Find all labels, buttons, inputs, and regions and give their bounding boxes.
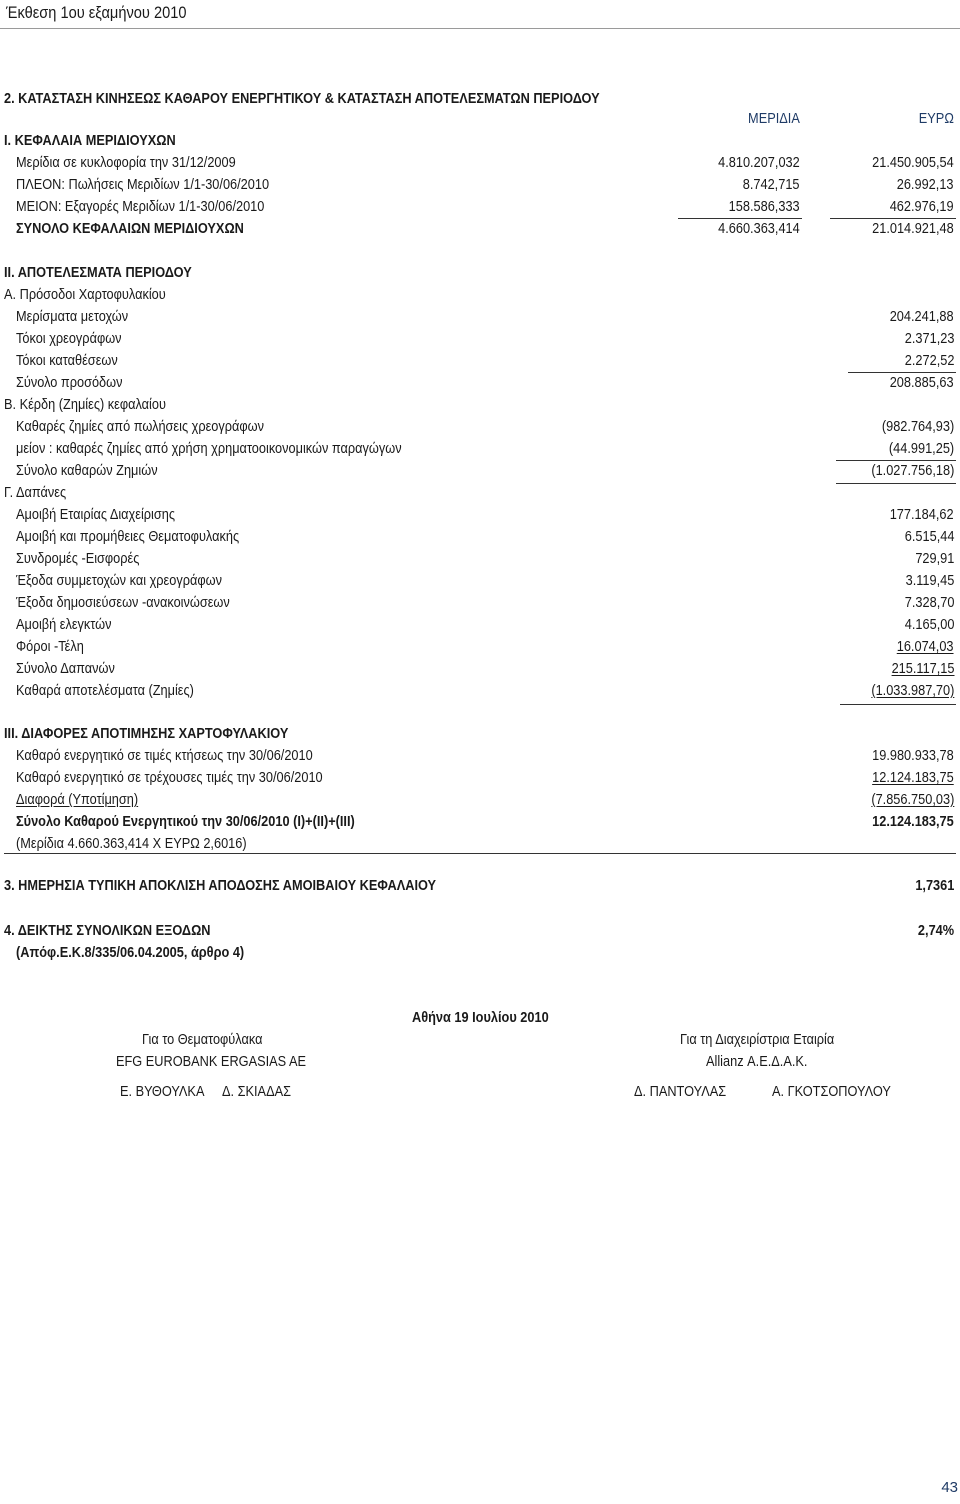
table-row	[0, 681, 960, 703]
section-2-title: 2. ΚΑΤΑΣΤΑΣΗ ΚΙΝΗΣΕΩΣ ΚΑΘΑΡΟΥ ΕΝΕΡΓΗΤΙΚΟΥ & ΚΑΤΑΣΤΑΣΗ ΑΠΟΤΕΛΕΣΜΑΤΩΝ ΠΕΡΙΟΔΟΥ	[4, 91, 600, 107]
section-4-note: (Απόφ.Ε.Κ.8/335/06.04.2005, άρθρο 4)	[16, 945, 245, 961]
table-row	[0, 153, 960, 175]
row-euro: 21.450.905,54	[872, 155, 954, 171]
section-4-title: 4. ΔΕΙΚΤΗΣ ΣΥΝΟΛΙΚΩΝ ΕΞΟΔΩΝ	[4, 923, 211, 939]
row-label: Αμοιβή Εταιρίας Διαχείρισης	[16, 507, 175, 523]
custodian-company: EFG EUROBANK ERGASIAS AE	[116, 1054, 307, 1070]
table-row	[0, 593, 960, 615]
expenses-subtitle: Γ. Δαπάνες	[4, 485, 67, 501]
row-label: μείον : καθαρές ζημίες από χρήση χρηματοοικονομικών παραγώγων	[16, 441, 402, 457]
page-number: 43	[941, 1479, 958, 1496]
column-headers-row	[0, 109, 960, 131]
table-row	[0, 812, 960, 834]
table-row	[0, 615, 960, 637]
manager-signatory-1: Δ. ΠΑΝΤΟΥΛΑΣ	[634, 1084, 727, 1100]
table-row	[0, 768, 960, 790]
table-row	[0, 637, 960, 659]
row-value: (1.033.987,70)	[870, 683, 954, 699]
document-header-title: Έκθεση 1ου εξαμήνου 2010	[6, 3, 187, 22]
row-label: ΣΥΝΟΛΟ ΚΕΦΑΛΑΙΩΝ ΜΕΡΙΔΙΟΥΧΩΝ	[16, 221, 244, 237]
row-label: Συνδρομές -Εισφορές	[16, 551, 140, 567]
section-2-heading-row	[0, 89, 960, 111]
subheading-row	[0, 483, 960, 505]
capital-heading-row	[0, 131, 960, 153]
custodian-signatory-1: Ε. ΒΥΘΟΥΛΚΑ	[120, 1084, 205, 1100]
row-value: 177.184,62	[890, 507, 954, 523]
section-3-value: 1,7361	[914, 878, 954, 894]
row-value: 215.117,15	[891, 661, 954, 677]
table-row	[0, 417, 960, 439]
row-label: Έξοδα συμμετοχών και χρεογράφων	[16, 573, 222, 589]
signature-date-row	[0, 1008, 960, 1030]
row-value: 3.119,45	[905, 573, 954, 589]
row-label: Μερίσματα μετοχών	[16, 309, 129, 325]
subheading-row	[0, 395, 960, 417]
row-value: 2.272,52	[904, 353, 954, 369]
row-value: (982.764,93)	[881, 419, 954, 435]
row-label: ΠΛΕΟΝ: Πωλήσεις Μεριδίων 1/1-30/06/2010	[16, 177, 270, 193]
column-header-units: ΜΕΡΙΔΙΑ	[748, 111, 800, 127]
manager-signatory-2: Α. ΓΚΟΤΣΟΠΟΥΛΟΥ	[772, 1084, 891, 1100]
valuation-heading-row	[0, 724, 960, 746]
row-value: 4.165,00	[904, 617, 954, 633]
signature-companies-row	[0, 1052, 960, 1074]
table-row	[0, 505, 960, 527]
row-label: Σύνολο Καθαρού Ενεργητικού την 30/06/2010 (Ι)+(ΙΙ)+(ΙΙΙ)	[16, 814, 355, 830]
table-row	[0, 307, 960, 329]
section-divider	[4, 853, 956, 854]
row-label: Σύνολο προσόδων	[16, 375, 123, 391]
table-row	[0, 351, 960, 373]
table-row	[0, 571, 960, 593]
table-row	[0, 549, 960, 571]
capital-gains-subtitle: Β. Κέρδη (Ζημίες) κεφαλαίου	[4, 397, 166, 413]
row-label: Σύνολο Δαπανών	[16, 661, 115, 677]
row-label: Φόροι -Τέλη	[16, 639, 84, 655]
row-value: 19.980.933,78	[872, 748, 954, 764]
row-euro: 26.992,13	[897, 177, 954, 193]
table-row	[0, 439, 960, 461]
table-row	[0, 373, 960, 395]
valuation-section-title: ΙΙΙ. ΔΙΑΦΟΡΕΣ ΑΠΟΤΙΜΗΣΗΣ ΧΑΡΤΟΦΥΛΑΚΙΟΥ	[4, 726, 289, 742]
row-value: 204.241,88	[890, 309, 954, 325]
row-value: (1.027.756,18)	[870, 463, 954, 479]
row-label: Καθαρό ενεργητικό σε τιμές κτήσεως την 30/06/2010	[16, 748, 313, 764]
section-4-row	[0, 921, 960, 943]
units-note: (Μερίδια 4.660.363,414 Χ ΕΥΡΩ 2,6016)	[16, 836, 247, 852]
row-label: Καθαρά αποτελέσματα (Ζημίες)	[16, 683, 194, 699]
row-label: Διαφορά (Υποτίμηση)	[16, 792, 139, 808]
income-subtitle: Α. Πρόσοδοι Χαρτοφυλακίου	[4, 287, 166, 303]
row-label: Έξοδα δημοσιεύσεων -ανακοινώσεων	[16, 595, 230, 611]
row-value: (44.991,25)	[888, 441, 954, 457]
row-label: Αμοιβή και προμήθειες Θεματοφυλακής	[16, 529, 240, 545]
table-row	[0, 175, 960, 197]
row-value: 2.371,23	[904, 331, 954, 347]
row-units: 4.660.363,414	[718, 221, 800, 237]
row-value: (7.856.750,03)	[870, 792, 954, 808]
capital-section-title: Ι. ΚΕΦΑΛΑΙΑ ΜΕΡΙΔΙΟΥΧΩΝ	[4, 133, 176, 149]
row-value: 7.328,70	[904, 595, 954, 611]
custodian-signatory-2: Δ. ΣΚΙΑΔΑΣ	[222, 1084, 291, 1100]
row-units: 4.810.207,032	[718, 155, 800, 171]
row-label: Τόκοι χρεογράφων	[16, 331, 122, 347]
row-label: Μερίδια σε κυκλοφορία την 31/12/2009	[16, 155, 236, 171]
row-value: 729,91	[914, 551, 954, 567]
subheading-row	[0, 285, 960, 307]
table-row	[0, 219, 960, 241]
manager-company: Allianz Α.Ε.Δ.Α.Κ.	[706, 1054, 808, 1070]
row-euro: 21.014.921,48	[872, 221, 954, 237]
row-value: 12.124.183,75	[872, 770, 954, 786]
row-label: Τόκοι καταθέσεων	[16, 353, 118, 369]
row-label: Καθαρό ενεργητικό σε τρέχουσες τιμές την 30/06/2010	[16, 770, 323, 786]
row-label: Καθαρές ζημίες από πωλήσεις χρεογράφων	[16, 419, 265, 435]
results-section-title: ΙΙ. ΑΠΟΤΕΛΕΣΜΑΤΑ ΠΕΡΙΟΔΟΥ	[4, 265, 192, 281]
signature-titles-row	[0, 1030, 960, 1052]
section-4-value: 2,74%	[917, 923, 954, 939]
table-row	[0, 790, 960, 812]
row-euro: 462.976,19	[890, 199, 954, 215]
manager-title: Για τη Διαχειρίστρια Εταιρία	[680, 1032, 835, 1048]
row-label: Αμοιβή ελεγκτών	[16, 617, 112, 633]
total-rule	[840, 704, 956, 705]
table-row	[0, 746, 960, 768]
section-3-title: 3. ΗΜΕΡΗΣΙΑ ΤΥΠΙΚΗ ΑΠΟΚΛΙΣΗ ΑΠΟΔΟΣΗΣ ΑΜΟΙΒΑΙΟΥ ΚΕΦΑΛΑΙΟΥ	[4, 878, 437, 894]
row-units: 8.742,715	[743, 177, 800, 193]
section-4-note-row	[0, 943, 960, 965]
results-heading-row	[0, 263, 960, 285]
row-units: 158.586,333	[729, 199, 800, 215]
table-row	[0, 461, 960, 483]
section-3-row	[0, 876, 960, 898]
row-value: 208.885,63	[890, 375, 954, 391]
row-value: 16.074,03	[897, 639, 954, 655]
row-value: 6.515,44	[904, 529, 954, 545]
custodian-title: Για το Θεματοφύλακα	[142, 1032, 263, 1048]
table-row	[0, 197, 960, 219]
row-label: Σύνολο καθαρών Ζημιών	[16, 463, 158, 479]
table-row	[0, 329, 960, 351]
table-row	[0, 659, 960, 681]
row-value: 12.124.183,75	[872, 814, 954, 830]
table-row	[0, 527, 960, 549]
signature-names-row	[0, 1082, 960, 1104]
header-divider	[0, 28, 960, 29]
row-label: ΜΕΙΟΝ: Εξαγορές Μεριδίων 1/1-30/06/2010	[16, 199, 265, 215]
column-header-euro: ΕΥΡΩ	[918, 111, 954, 127]
signature-date: Αθήνα 19 Ιουλίου 2010	[412, 1010, 549, 1026]
